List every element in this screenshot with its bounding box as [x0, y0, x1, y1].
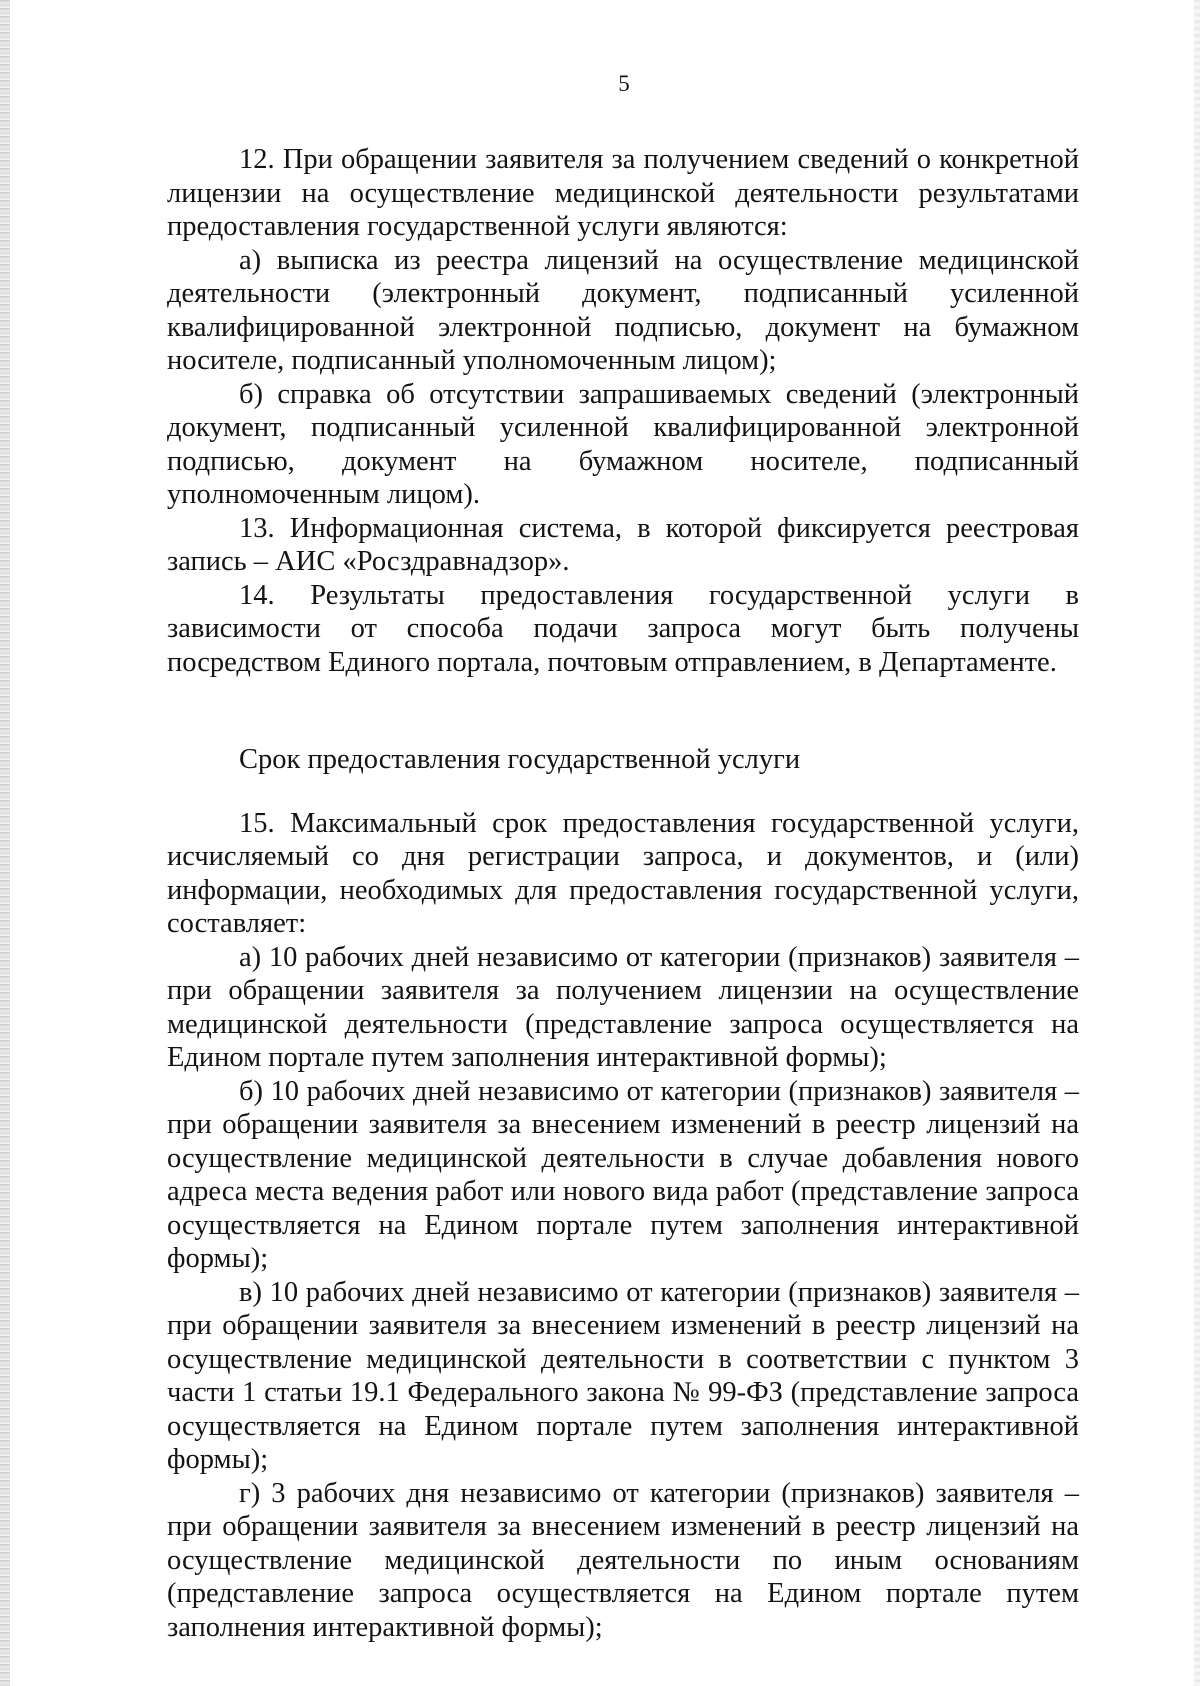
document-body [167, 143, 1079, 1644]
scan-edge-left [0, 0, 10, 1686]
paragraph-14: 14. Результаты предоставления государственной услуги в зависимости от способа подачи запроса могут быть получены посредством Единого портала, почтовым отправлением, в Департаменте. [167, 579, 1079, 678]
paragraph-15-a: а) 10 рабочих дней независимо от категории (признаков) заявителя – при обращении заявителя за получением лицензии на осуществление медицинской деятельности (представление запроса осуществляется на Едином портале путем заполнения интерактивной формы); [167, 941, 1079, 1073]
paragraph-12-b: б) справка об отсутствии запрашиваемых сведений (электронный документ, подписанный усиленной квалифицированной электронной подписью, документ на бумажном носителе, подписанный уполномоченным лицом). [167, 378, 1079, 510]
page-number: 5 [618, 71, 630, 96]
spacer [167, 777, 1079, 807]
paragraph-12-a: а) выписка из реестра лицензий на осуществление медицинской деятельности (электронный документ, подписанный усиленной квалифицированной электронной подписью, документ на бумажном носителе, подписанный уполномоченным лицом); [167, 244, 1079, 376]
spacer [167, 679, 1079, 743]
paragraph-15-b: б) 10 рабочих дней независимо от категории (признаков) заявителя – при обращении заявителя за внесением изменений в реестр лицензий на осуществление медицинской деятельности в случае добавления нового адреса места ведения работ или нового вида работ (представление запроса осуществляется на Едином портале путем заполнения интерактивной формы); [167, 1075, 1079, 1274]
paragraph-12: 12. При обращении заявителя за получением сведений о конкретной лицензии на осуществление медицинской деятельности результатами предоставления государственной услуги являются: [167, 144, 1079, 242]
paragraph-15: 15. Максимальный срок предоставления государственной услуги, исчисляемый со дня регистрации запроса, и документов, и (или) информации, необходимых для предоставления государственной услуги, составляет: [167, 807, 1079, 939]
paragraph-15-g: г) 3 рабочих дня независимо от категории (признаков) заявителя – при обращении заявителя за внесением изменений в реестр лицензий на осуществление медицинской деятельности по иным основаниям (представление запроса осуществляется на Едином портале путем заполнения интерактивной формы); [167, 1477, 1079, 1643]
paragraph-13: 13. Информационная система, в которой фиксируется реестровая запись – АИС «Росздравнадзор». [167, 512, 1079, 577]
section-heading: Срок предоставления государственной услуги [239, 744, 801, 775]
scan-edge-right [1194, 0, 1200, 1686]
paragraph-15-v: в) 10 рабочих дней независимо от категории (признаков) заявителя – при обращении заявителя за внесением изменений в реестр лицензий на осуществление медицинской деятельности в соответствии с пунктом 3 части 1 статьи 19.1 Федерального закона № 99-ФЗ (представление запроса осуществляется на Едином портале путем заполнения интерактивной формы); [167, 1276, 1079, 1475]
